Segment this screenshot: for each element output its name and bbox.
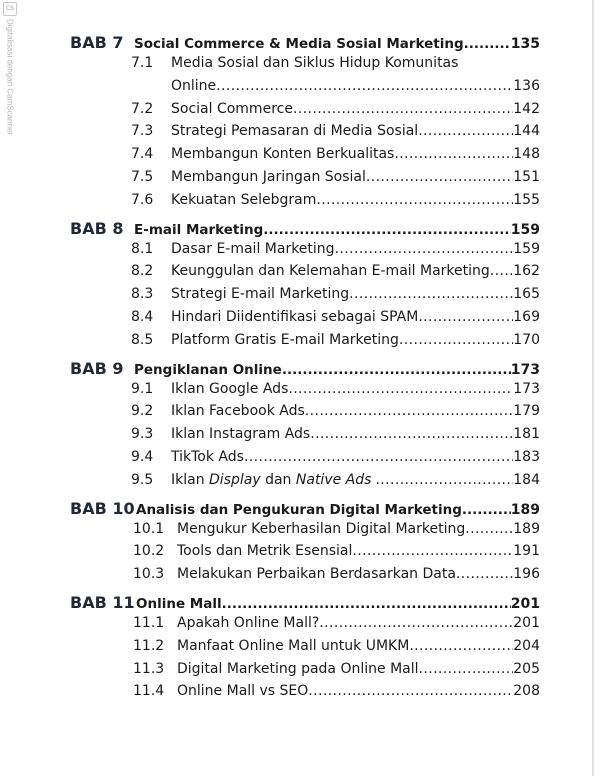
section-number: 7.3: [131, 123, 154, 140]
chapter-heading-bab-8: [70, 219, 540, 241]
section-title-italic-display: Display: [209, 471, 261, 488]
toc-entry-7-1: [70, 55, 540, 78]
dot-leader: [308, 683, 513, 699]
chapter-number: BAB 11: [70, 592, 135, 612]
dot-leader: [418, 309, 513, 325]
chapter-number: BAB 7: [70, 33, 124, 52]
dot-leader: [465, 521, 513, 537]
toc-entry-10-1: [70, 521, 540, 544]
section-title: Hindari Diidentifikasi sebagai SPAM: [171, 308, 419, 325]
dot-leader: [216, 78, 513, 94]
dot-leader: [462, 502, 511, 518]
section-number: 11.3: [133, 660, 165, 677]
toc-entry-7-4: [70, 146, 540, 169]
dot-leader: [282, 362, 511, 378]
section-page: 170: [513, 331, 540, 348]
section-number: 11.2: [133, 637, 165, 654]
toc-entry-11-3: [70, 661, 540, 684]
toc-entry-10-2: [70, 543, 540, 566]
toc-entry-9-1: [70, 381, 540, 404]
toc-entry-8-1: [70, 241, 540, 264]
dot-leader: [464, 36, 511, 52]
dot-leader: [366, 169, 513, 185]
section-title: Kekuatan Selebgram: [171, 191, 317, 208]
dot-leader: [456, 566, 513, 582]
dot-leader: [288, 381, 513, 397]
toc-entry-8-4: [70, 309, 540, 332]
toc-entry-11-2: [70, 638, 540, 661]
chapter-page: 189: [510, 501, 540, 518]
section-number: 9.4: [131, 448, 154, 465]
section-number: 7.4: [131, 146, 154, 163]
section-number: 7.2: [131, 100, 154, 117]
section-number: 8.4: [131, 308, 154, 325]
dot-leader: [305, 403, 513, 419]
dot-leader: [419, 661, 514, 677]
section-page: 196: [513, 566, 540, 583]
toc-entry-8-5: [70, 332, 540, 355]
section-number: 9.5: [131, 471, 154, 488]
dot-leader: [349, 286, 513, 302]
section-page: 191: [513, 543, 540, 560]
section-page: 155: [513, 191, 540, 208]
section-number: 9.2: [131, 403, 154, 420]
section-title: Strategi Pemasaran di Media Sosial: [171, 123, 419, 140]
chapter-heading-bab-9: [70, 359, 540, 381]
section-number: 8.5: [131, 331, 154, 348]
section-number: 10.2: [133, 543, 165, 560]
toc-entry-8-2: [70, 263, 540, 286]
section-page: 144: [513, 123, 540, 140]
section-title-continued: Online: [171, 77, 217, 94]
toc-entry-7-3: [70, 123, 540, 146]
section-title: Iklan Instagram Ads: [171, 426, 311, 443]
dot-leader: [222, 596, 511, 612]
chapter-heading-bab-7: [70, 33, 540, 55]
dot-leader: [371, 472, 513, 488]
section-number: 10.3: [133, 566, 165, 583]
dot-leader: [316, 192, 513, 208]
toc-entry-9-4: [70, 449, 540, 472]
toc-entry-9-5: [70, 472, 540, 495]
section-title: Strategi E-mail Marketing: [171, 286, 350, 303]
dot-leader: [335, 241, 514, 257]
chapter-page: 201: [510, 595, 540, 612]
section-title: Manfaat Online Mall untuk UMKM: [177, 637, 410, 654]
section-number: 8.2: [131, 263, 154, 280]
chapter-number: BAB 9: [70, 358, 124, 378]
toc-entry-7-5: [70, 169, 540, 192]
toc-entry-8-3: [70, 286, 540, 309]
section-title: Keunggulan dan Kelemahan E-mail Marketing: [171, 263, 490, 280]
toc-entry-7-1-continued: [70, 78, 540, 101]
section-page: 136: [513, 77, 540, 94]
section-title-part: Iklan: [171, 471, 210, 488]
section-page: 179: [513, 403, 540, 420]
section-page: 159: [513, 240, 540, 257]
section-page: 205: [513, 660, 540, 677]
section-title: Social Commerce: [171, 100, 293, 117]
section-title: Melakukan Perbaikan Berdasarkan Data: [177, 566, 456, 583]
toc-entry-11-1: [70, 615, 540, 638]
chapter-number: BAB 8: [70, 218, 124, 238]
chapter-title: Analisis dan Pengukuran Digital Marketing: [136, 501, 462, 518]
section-number: 11.1: [133, 614, 165, 631]
section-number: 7.5: [131, 168, 154, 185]
section-page: 201: [513, 614, 540, 631]
chapter-heading-bab-11: [70, 593, 540, 615]
section-page: 165: [513, 286, 540, 303]
chapter-page: 173: [510, 361, 540, 378]
section-number: 9.3: [131, 426, 154, 443]
toc-entry-10-3: [70, 566, 540, 589]
section-title: Platform Gratis E-mail Marketing: [171, 331, 399, 348]
dot-leader: [244, 449, 513, 465]
section-title: Digital Marketing pada Online Mall: [177, 660, 419, 677]
section-number: 8.3: [131, 286, 154, 303]
section-title: Membangun Jaringan Sosial: [171, 168, 366, 185]
section-title-italic-native-ads: Native Ads: [295, 471, 372, 488]
section-number: 10.1: [133, 520, 165, 537]
section-number: 11.4: [133, 683, 165, 700]
chapter-title: Online Mall: [136, 595, 222, 612]
section-title: Mengukur Keberhasilan Digital Marketing: [177, 520, 466, 537]
dot-leader: [409, 638, 513, 654]
section-number: 9.1: [131, 380, 154, 397]
dot-leader: [263, 222, 510, 238]
section-title: Iklan Facebook Ads: [171, 403, 305, 420]
dot-leader: [490, 263, 513, 279]
section-number: 8.1: [131, 240, 154, 257]
toc-entry-7-2: [70, 101, 540, 124]
camscanner-logo: CS: [3, 2, 17, 16]
chapter-page: 135: [510, 36, 540, 52]
section-number: 7.1: [131, 55, 154, 71]
section-title: TikTok Ads: [171, 448, 244, 465]
section-page: 169: [513, 308, 540, 325]
dot-leader: [319, 615, 513, 631]
section-page: 183: [513, 448, 540, 465]
chapter-page: 159: [510, 221, 540, 238]
dot-leader: [418, 123, 513, 139]
toc-entry-7-6: [70, 192, 540, 215]
dot-leader: [399, 332, 513, 348]
chapter-number: BAB 10: [70, 498, 135, 518]
toc-entry-11-4: [70, 683, 540, 706]
section-title: Iklan Google Ads: [171, 380, 289, 397]
dot-leader: [293, 101, 513, 117]
section-title: Tools dan Metrik Esensial: [177, 543, 353, 560]
section-title: Media Sosial dan Siklus Hidup Komunitas: [171, 55, 459, 71]
toc-entry-9-2: [70, 403, 540, 426]
page-edge: [592, 0, 594, 776]
section-title: Membangun Konten Berkualitas: [171, 146, 395, 163]
section-title: Online Mall vs SEO: [177, 683, 309, 700]
section-page: 151: [513, 168, 540, 185]
section-page: 181: [513, 426, 540, 443]
chapter-title: E-mail Marketing: [134, 221, 264, 238]
section-page: 148: [513, 146, 540, 163]
toc-entry-9-3: [70, 426, 540, 449]
dot-leader: [394, 146, 513, 162]
section-page: 208: [513, 683, 540, 700]
table-of-contents: [70, 33, 540, 706]
section-page: 204: [513, 637, 540, 654]
chapter-title: Pengiklanan Online: [134, 361, 282, 378]
section-page: 184: [513, 471, 540, 488]
section-number: 7.6: [131, 191, 154, 208]
section-page: 173: [513, 380, 540, 397]
section-title: Dasar E-mail Marketing: [171, 240, 335, 257]
section-title-part: dan: [260, 471, 296, 488]
chapter-title: Social Commerce & Media Sosial Marketing: [134, 36, 464, 52]
section-page: 142: [513, 100, 540, 117]
section-title: Apakah Online Mall?: [177, 614, 320, 631]
camscanner-watermark: [2, 2, 18, 152]
section-page: 162: [513, 263, 540, 280]
dot-leader: [352, 543, 513, 559]
watermark-text: Digitalisasi dengan CamScanner: [5, 19, 15, 136]
dot-leader: [310, 426, 513, 442]
chapter-heading-bab-10: [70, 499, 540, 521]
section-page: 189: [513, 520, 540, 537]
